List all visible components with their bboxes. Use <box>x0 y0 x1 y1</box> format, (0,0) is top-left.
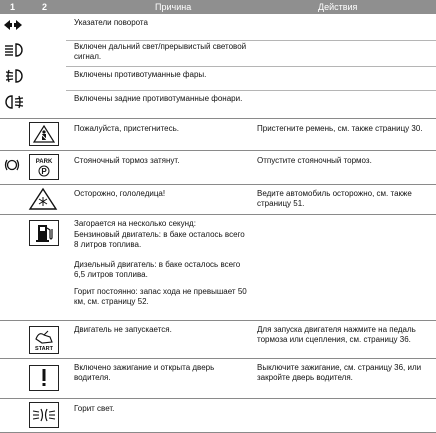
table-row <box>0 14 436 40</box>
cause-text: Указатели поворота <box>74 18 148 27</box>
table-row <box>0 150 436 184</box>
cause-text: Стояночный тормоз затянут. <box>74 156 180 165</box>
cause-line-1: Загорается на несколько секунд: <box>74 219 196 228</box>
seatbelt-warning-icon <box>29 122 59 146</box>
high-beam-icon <box>4 43 24 57</box>
action-text: Выключите зажигание, см. страницу 36, или закройте дверь водителя. <box>257 363 422 382</box>
front-fog-lights-icon <box>4 69 24 83</box>
table-row <box>0 118 436 150</box>
cause-text: Пожалуйста, пристегнитесь. <box>74 124 180 133</box>
rear-fog-light-icon <box>4 95 24 109</box>
cause-line-2: Бензиновый двигатель: в баке осталось всего 8 литров топлива. <box>74 230 245 249</box>
general-warning-icon <box>29 365 59 391</box>
parking-light-icon <box>29 402 59 428</box>
parking-brake-icon <box>29 154 59 180</box>
table-row <box>0 398 436 433</box>
column-1-header: 1 <box>10 2 16 12</box>
table-row <box>0 40 436 66</box>
start-badge-text: START <box>35 346 53 352</box>
cause-line-4: Горит постоянно: запас хода не превышает 50 км, см. страницу 52. <box>74 287 247 306</box>
cause-text: Включены противотуманные фары. <box>74 70 207 79</box>
cause-text: Горит свет. <box>74 404 115 413</box>
action-text: Отпустите стояночный тормоз. <box>257 156 372 165</box>
svg-text:P: P <box>41 167 47 176</box>
action-text: Для запуска двигателя нажмите на педаль тормоза или сцепления, см. страницу 36. <box>257 325 416 344</box>
table-header <box>0 0 436 14</box>
table-row <box>0 214 436 320</box>
cause-text: Двигатель не запускается. <box>74 325 172 334</box>
table-row <box>0 90 436 118</box>
table-row <box>0 358 436 398</box>
park-badge-text: PARK <box>35 159 53 165</box>
table-row <box>0 184 436 214</box>
start-engine-icon <box>29 326 59 354</box>
column-2-header: 2 <box>42 2 48 12</box>
cause-text: Включен дальний свет/прерывистый световой сигнал. <box>74 42 247 61</box>
cause-line-3: Дизельный двигатель: в баке осталось всего 6,5 литров топлива. <box>74 260 241 279</box>
cause-text: Включено зажигание и открыта дверь водителя. <box>74 363 215 382</box>
brake-circle-icon <box>4 157 20 173</box>
table-row <box>0 320 436 358</box>
turn-signal-arrows-icon <box>4 20 22 30</box>
cause-column-header: Причина <box>155 2 192 12</box>
action-text: Пристегните ремень, см. также страницу 30. <box>257 124 423 133</box>
cause-text: Включены задние противотуманные фонари. <box>74 94 243 103</box>
action-text: Ведите автомобиль осторожно, см. также страницу 51. <box>257 189 412 208</box>
actions-column-header: Действия <box>318 2 358 12</box>
ice-warning-icon <box>28 187 58 211</box>
cause-text: Осторожно, гололедица! <box>74 189 166 198</box>
low-fuel-icon <box>29 220 59 246</box>
table-row <box>0 66 436 90</box>
